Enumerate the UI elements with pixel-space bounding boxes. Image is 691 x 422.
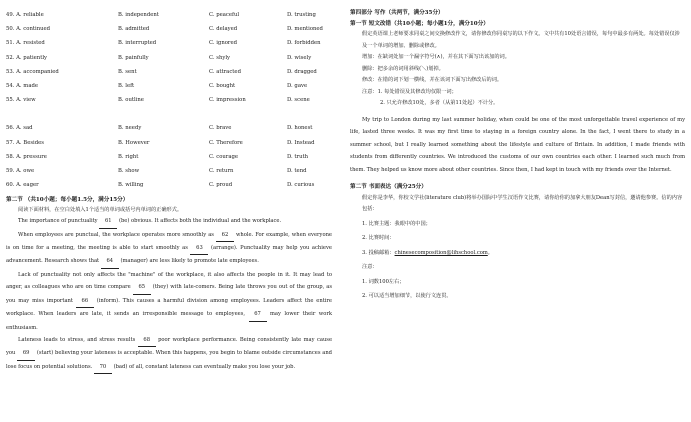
writing-note-1: 1. 词数100左右； — [362, 278, 405, 285]
blank-61[interactable]: 61 — [99, 215, 117, 228]
blank-70[interactable]: 70 — [94, 361, 112, 374]
option-c[interactable]: C. Therefore — [209, 139, 243, 146]
blank-64[interactable]: 64 — [101, 255, 119, 268]
notes-1: 注意：1. 每处错误及其修改均仅限一词； — [362, 88, 457, 95]
paragraph-4 — [6, 334, 332, 374]
option-a[interactable]: 55. A. view — [6, 97, 36, 104]
option-a[interactable]: 59. A. owe — [6, 167, 35, 174]
option-row — [6, 22, 332, 36]
option-d[interactable]: D. honest — [287, 125, 313, 132]
blank-62[interactable]: 62 — [216, 229, 234, 242]
writing-note-2: 2. 可以适当增加细节，以使行文连贯。 — [362, 293, 452, 300]
option-b[interactable]: B. However — [118, 139, 150, 146]
option-a[interactable]: 56. A. sad — [6, 125, 33, 132]
option-row — [6, 93, 332, 107]
option-b[interactable]: B. show — [118, 167, 140, 174]
option-c[interactable]: C. impression — [209, 97, 246, 104]
item3-end: 。 — [487, 249, 493, 256]
options-group-a — [6, 8, 332, 107]
text: When employees are punctual, the workplace operates more smoothly as — [18, 231, 214, 238]
option-d[interactable]: D. scene — [287, 97, 310, 104]
option-row — [6, 8, 332, 22]
option-b[interactable]: B. admitted — [118, 26, 150, 33]
writing-item-3 — [350, 248, 685, 260]
text: poor workplace performance. Being consistently late may cause you — [6, 336, 333, 357]
item3-label: 3. 投稿邮箱： — [362, 249, 395, 256]
option-b[interactable]: B. needy — [118, 125, 142, 132]
text: (they) with late-comers. Being late throws you out of the group, as you may miss important — [6, 284, 332, 304]
text: Lateness leads to stress, and stress results — [18, 336, 136, 343]
text: (manager) are less likely to promote late employees. — [120, 258, 259, 265]
blank-66[interactable]: 66 — [76, 295, 94, 308]
option-row — [6, 136, 332, 150]
email-link[interactable]: chinesecomposition@lihschool.com — [394, 249, 488, 256]
option-row — [6, 36, 332, 50]
option-d[interactable]: D. mentioned — [287, 26, 323, 33]
option-a[interactable]: 51. A. resisted — [6, 40, 45, 47]
text: Lack of punctuality not only affects the "machine" of the workplace, it also affects the people in it. It may lead to anger, as colleagues who are on time compare — [6, 271, 332, 291]
text: may lower their work enthusiasm. — [6, 311, 332, 331]
blank-69[interactable]: 69 — [17, 347, 35, 360]
option-a[interactable]: 57. A. Besides — [6, 139, 44, 146]
left-column — [6, 8, 332, 374]
options-group-b — [6, 121, 332, 192]
option-b[interactable]: B. sent — [118, 68, 137, 75]
paragraph-3 — [6, 269, 332, 334]
text: (inform). This causes a harmful division among employees. Leaders affect the entire workplace. When leaders are late, it sends an irresponsible message to employees, — [6, 297, 332, 318]
option-a[interactable]: 49. A. reliable — [6, 12, 44, 18]
section2-instruction: 阅读下面材料，在空白处填入1个适当的单词或括号内单词的正确形式。 — [18, 207, 183, 214]
option-row — [6, 65, 332, 79]
option-d[interactable]: D. trusting — [287, 12, 316, 18]
blank-68[interactable]: 68 — [138, 334, 156, 347]
text: whole. For example, when everyone is on time for a meeting, the meeting is able to start smoothly as — [6, 231, 332, 252]
text: (start) believing your lateness is acceptable. When this happens, you begin to blame outside circumstances and lose focus on potential solutions. — [6, 350, 332, 370]
option-b[interactable]: B. interrupted — [118, 40, 157, 47]
option-row — [6, 51, 332, 65]
writing-note-label: 注意： — [362, 264, 378, 271]
paragraph-2 — [6, 229, 332, 269]
text: (arrange). Punctuality may help you achieve advancement. Research shows that — [6, 245, 332, 265]
blank-65[interactable]: 65 — [133, 281, 151, 294]
option-a[interactable]: 50. A. continued — [6, 26, 51, 33]
section1-heading: 第一节 短文改错（共10小题；每小题1分，满分10分） — [350, 20, 489, 27]
rule-modify: 修改：在错的词下划一横线，并在该词下面写出修改后的词。 — [362, 77, 503, 83]
text: (bad) of all, constant lateness can eventually make you lose your job. — [113, 363, 296, 370]
option-d[interactable]: D. truth — [287, 153, 309, 160]
option-c[interactable]: C. delayed — [209, 26, 238, 33]
notes-2: 2. 只允许修改10处，多者（从第11处起）不计分。 — [380, 100, 499, 106]
option-d[interactable]: D. gave — [287, 82, 308, 89]
option-b[interactable]: B. outline — [118, 97, 144, 104]
options-gap — [6, 107, 332, 121]
option-d[interactable]: D. forbidden — [287, 40, 321, 47]
text: The importance of punctuality — [18, 218, 98, 225]
option-c[interactable]: C. brave — [209, 125, 232, 132]
option-d[interactable]: D. wisely — [287, 54, 312, 61]
option-b[interactable]: B. willing — [118, 182, 144, 189]
option-c[interactable]: C. attracted — [209, 68, 241, 75]
option-b[interactable]: B. right — [118, 153, 139, 160]
option-d[interactable]: D. dragged — [287, 68, 317, 75]
section1-intro: 假定英语课上老师要求同桌之间交换修改作文，请你修改你同桌写的以下作文。文中共有10处语言错误，每句中最多有两处。每处错误仅涉及一个单词的增加、删除或修改。 — [362, 31, 680, 49]
option-c[interactable]: C. proud — [209, 182, 233, 189]
option-a[interactable]: 54. A. made — [6, 82, 39, 89]
section2-writing-heading: 第二节 书面表达（满分25分） — [350, 184, 427, 191]
blank-67[interactable]: 67 — [249, 308, 267, 321]
writing-item-2: 2. 比赛时间： — [362, 235, 395, 242]
option-d[interactable]: D. curious — [287, 182, 315, 189]
option-c[interactable]: C. bought — [209, 82, 236, 89]
part4-heading: 第四部分 写作（共两节，满分35分） — [350, 10, 444, 16]
blank-63[interactable]: 63 — [190, 242, 208, 255]
paragraph-1 — [6, 215, 332, 228]
option-c[interactable]: C. courage — [209, 153, 239, 160]
section2-heading: 第二节 （共10小题；每小题1.5分，满分15分） — [6, 197, 129, 204]
option-row — [6, 79, 332, 93]
option-c[interactable]: C. shyly — [209, 54, 231, 61]
option-d[interactable]: D. Instead — [287, 139, 315, 146]
option-row — [6, 121, 332, 135]
writing-intro: 假定你是李华，你校文学社(literature club)将举办国际中学生汉语作文比赛，请你给你的加拿大朋友Dean写封信，邀请他参赛。信的内容包括： — [362, 194, 683, 213]
option-a[interactable]: 58. A. pressure — [6, 153, 47, 160]
text: (be) obvious. It affects both the individual and the workplace. — [118, 218, 282, 225]
rule-delete: 删除：把多余的词用斜线(＼)划掉。 — [362, 65, 444, 72]
rule-add: 增加：在缺词处加一个漏字符号(∧)，并在其下面写出该加的词。 — [362, 54, 510, 60]
option-a[interactable]: 52. A. patiently — [6, 54, 48, 61]
right-column — [350, 8, 685, 303]
essay-text[interactable]: My trip to London during my last summer holiday, when could be one of the most unforgettable travel experience of my life, lasted three weeks. It was my first time to staying in a foreign country alone. In the fact, I went there to study in a summer school, but I really learned something about the lifestyle and culture of Britain. In addition, I made friends with students from differently countries. We introduced the customs of our own countries each other. I learned such much from them. They helped us know more about other countries. Since then, I had kept in touch with my friends over the Internet. — [350, 116, 685, 173]
option-row — [6, 164, 332, 178]
option-b[interactable]: B. independent — [118, 12, 159, 18]
option-b[interactable]: B. painfully — [118, 54, 149, 61]
option-a[interactable]: 60. A. eager — [6, 182, 39, 189]
option-b[interactable]: B. left — [118, 82, 135, 89]
option-row — [6, 178, 332, 192]
option-c[interactable]: C. return — [209, 167, 234, 174]
option-c[interactable]: C. ignored — [209, 40, 237, 47]
writing-item-1: 1. 比赛主题：我眼中的中国； — [362, 220, 431, 227]
option-a[interactable]: 53. A. accompanied — [6, 68, 59, 75]
option-c[interactable]: C. peaceful — [209, 12, 240, 18]
option-d[interactable]: D. tend — [287, 167, 307, 174]
option-row — [6, 150, 332, 164]
